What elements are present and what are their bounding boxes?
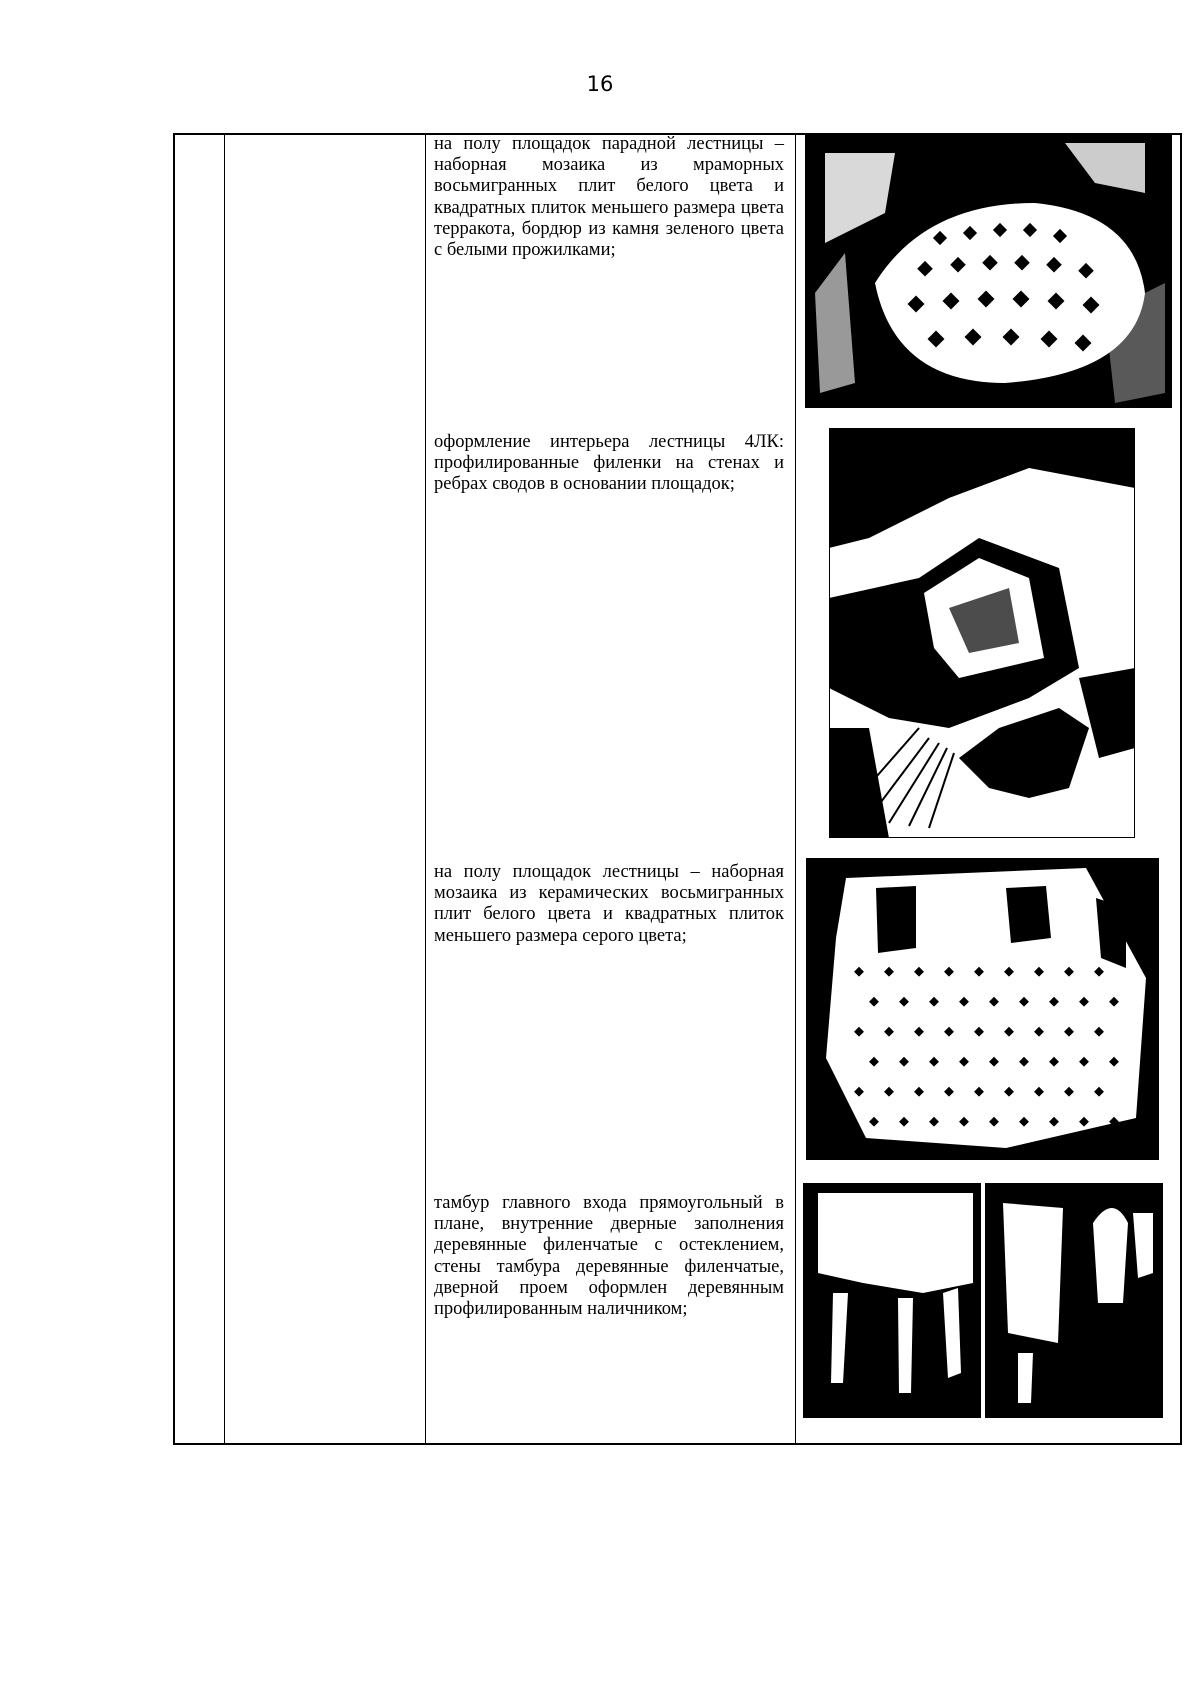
photo-stair-vault-icon (829, 428, 1135, 838)
feature-description: оформление интерьера лестницы 4ЛК: профилированные филенки на стенах и ребрах сводов в основании площадок; (434, 432, 784, 495)
photo-ceramic-mosaic-icon (806, 858, 1159, 1160)
column-divider (425, 135, 426, 1443)
photo-mosaic-floor-icon (805, 133, 1172, 408)
column-divider (795, 135, 796, 1443)
photo-vestibule-icon (803, 1183, 1163, 1418)
column-divider (224, 135, 225, 1443)
page-number: 16 (586, 72, 614, 96)
feature-description: на полу площадок парадной лестницы – наборная мозаика из мраморных восьмигранных плит белого цвета и квадратных плиток меньшего размера цвета терракота, бордюр из камня зеленого цвета с белыми прожилками; (434, 134, 784, 261)
feature-description: на полу площадок лестницы – наборная мозаика из керамических восьмигранных плит белого цвета и квадратных плиток меньшего размера серого цвета; (434, 862, 784, 946)
feature-description: тамбур главного входа прямоугольный в плане, внутренние дверные заполнения деревянные филенчатые с остеклением, стены тамбура деревянные филенчатые, дверной проем оформлен деревянным профилированным наличником; (434, 1193, 784, 1320)
